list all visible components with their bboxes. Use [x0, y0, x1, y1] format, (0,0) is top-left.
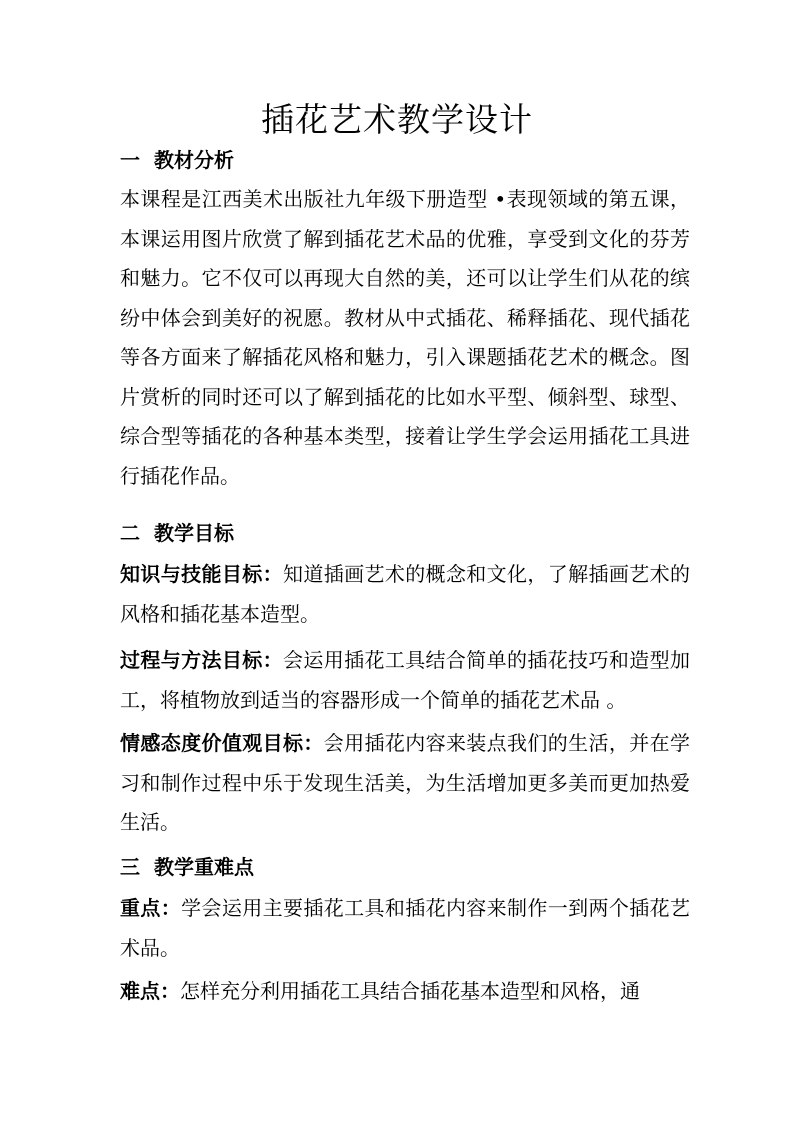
key-point-text: 学会运用主要插花工具和插花内容来制作一到两个插花艺术品。 [120, 896, 691, 960]
goal-text: 会运用插花工具结合简单的插花技巧和造型加工，将植物放到适当的容器形成一个简单的插花艺术品 。 [120, 648, 691, 712]
section-heading-3 [120, 848, 690, 888]
difficult-point-text: 怎样充分利用插花工具结合插花基本造型和风格，通 [180, 979, 640, 1003]
key-point [120, 889, 690, 968]
goal-knowledge-skills [120, 555, 690, 634]
goal-label: 情感态度价值观目标： [120, 731, 324, 755]
goal-text: 知道插画艺术的概念和文化，了解插画艺术的风格和插花基本造型。 [120, 562, 691, 626]
section-number: 二 [120, 521, 140, 545]
section-heading-2 [120, 514, 690, 554]
key-point-label: 重点： [120, 896, 182, 920]
goal-text: 会用插花内容来装点我们的生活，并在学习和制作过程中乐于发现生活美，为生活增加更多美而更加热爱生活。 [120, 731, 691, 834]
difficult-point-label: 难点： [120, 979, 180, 1003]
section-title: 教材分析 [154, 148, 234, 172]
section-title: 教学目标 [154, 521, 234, 545]
goal-label: 过程与方法目标： [120, 648, 283, 672]
goal-process-method [120, 641, 690, 720]
section-heading-1 [120, 141, 690, 181]
section-number: 三 [120, 855, 140, 879]
section-number: 一 [120, 148, 140, 172]
goal-label: 知识与技能目标： [120, 562, 283, 586]
section-1-body: 本课程是江西美术出版社九年级下册造型 •表现领域的第五课，本课运用图片欣赏了解到插花艺术品的优雅，享受到文化的芬芳和魅力。它不仅可以再现大自然的美，还可以让学生们从花的缤纷中体会到美好的祝愿。教材从中式插花、稀释插花、现代插花等各方面来了解插花风格和魅力，引入课题插花艺术的概念。图片赏析的同时还可以了解到插花的比如水平型、倾斜型、球型、综合型等插花的各种基本类型，接着让学生学会运用插花工具进行插花作品。 [120, 187, 690, 488]
goal-emotion-attitude [120, 724, 690, 843]
section-title: 教学重难点 [154, 855, 254, 879]
difficult-point [120, 972, 690, 1012]
document-title: 插花艺术教学设计 [261, 100, 533, 139]
